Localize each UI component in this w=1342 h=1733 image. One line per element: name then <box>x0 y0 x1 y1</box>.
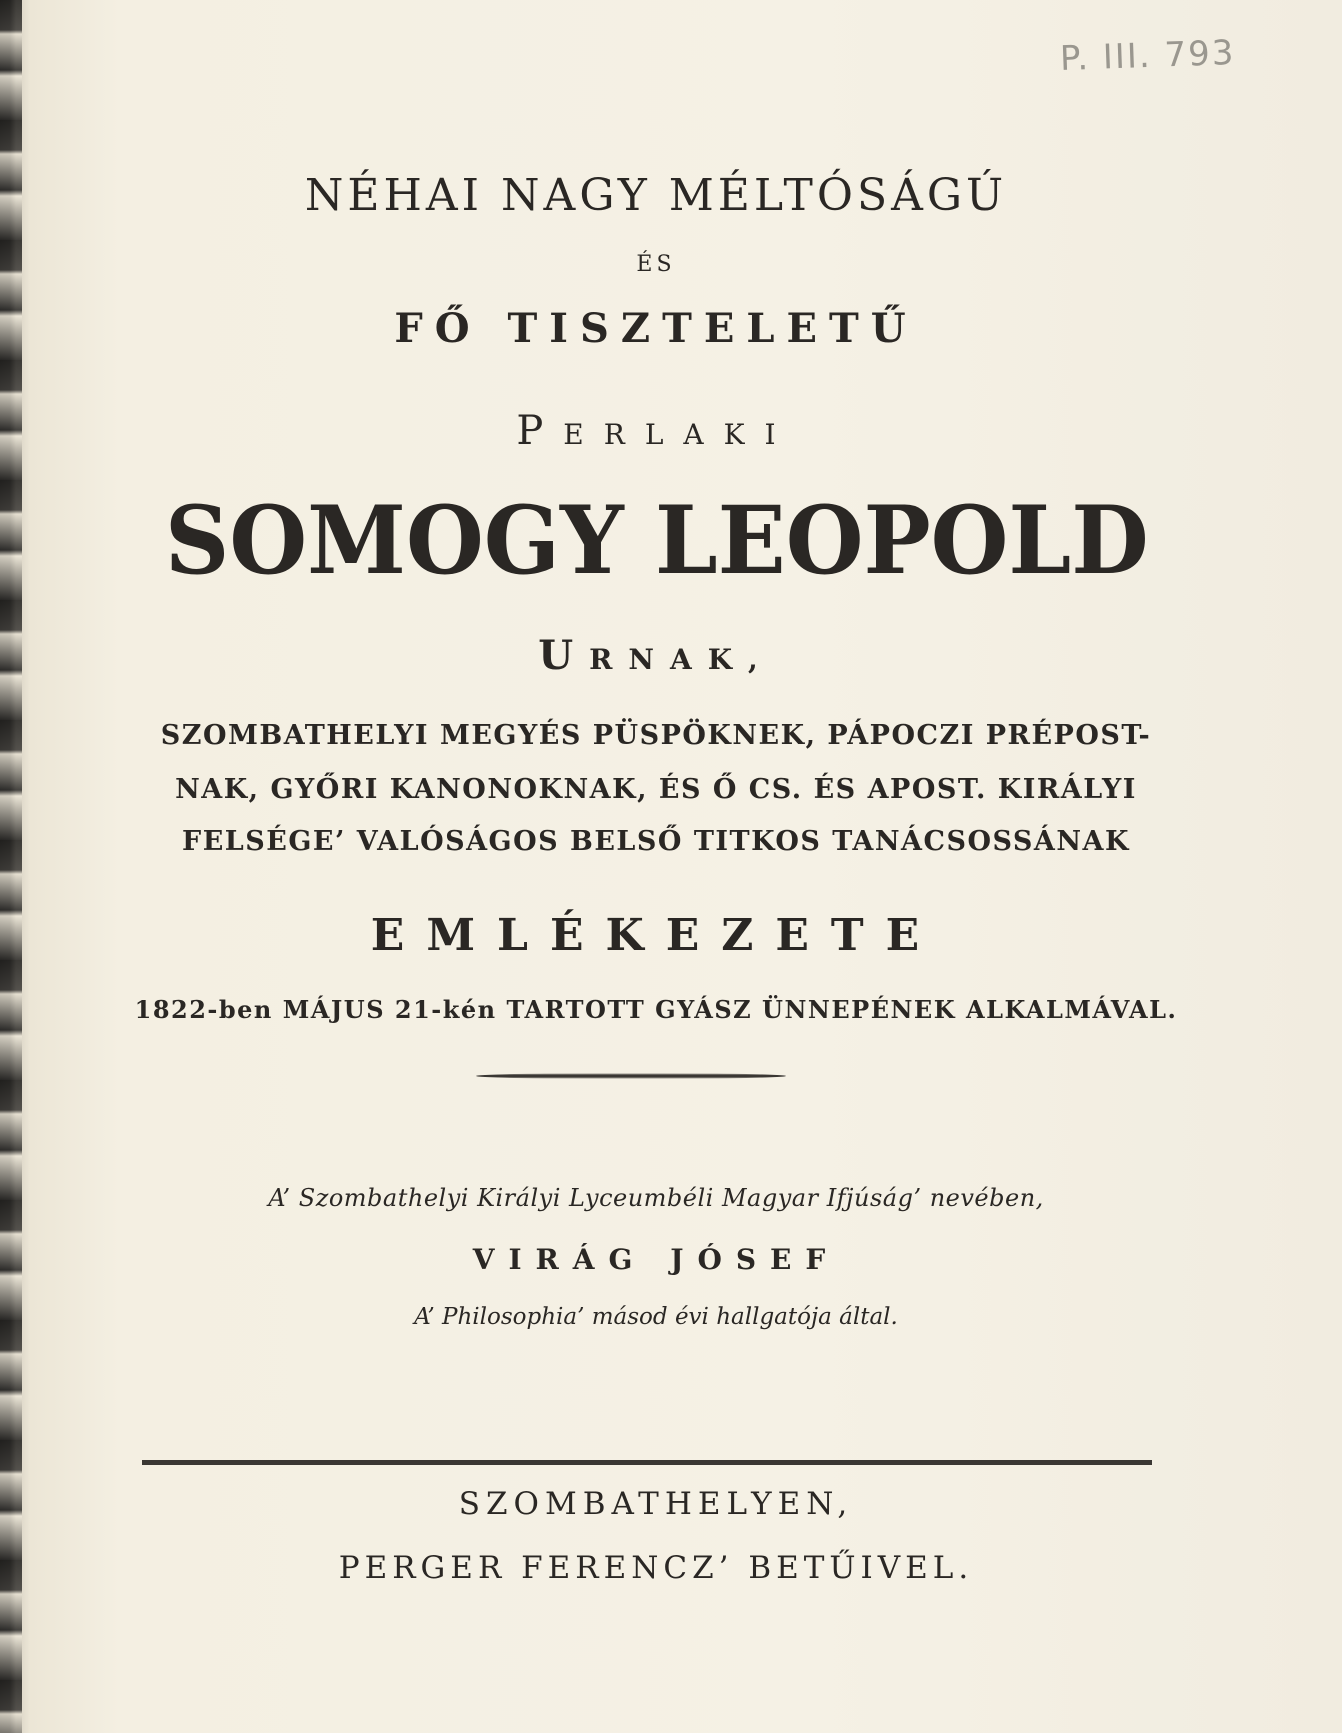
title-line-origin <box>0 408 1342 454</box>
title-line-address <box>0 632 1342 679</box>
author-name: VIRÁG JÓSEF <box>472 1243 840 1276</box>
title-name: SOMOGY LEOPOLD <box>164 486 1149 596</box>
dedication-line: A’ Szombathelyi Királyi Lyceumbéli Magyar Ifjúság’ nevében, <box>268 1184 1044 1212</box>
title-line-honorific: NÉHAI NAGY MÉLTÓSÁGÚ <box>304 170 1008 221</box>
imprint-divider <box>142 1460 1152 1465</box>
offices-line-1: SZOMBATHELYI MEGYÉS PÜSPÖKNEK, PÁPOCZI PRÉPOST- <box>160 720 1152 751</box>
origin-initial: P <box>516 408 564 454</box>
occasion-line: 1822-ben MÁJUS 21-kén TARTOTT GYÁSZ ÜNNEPÉNEK ALKALMÁVAL. <box>134 995 1178 1024</box>
offices-line-2: NAK, GYŐRI KANONOKNAK, ÉS Ő CS. ÉS APOST. KIRÁLYI <box>175 774 1137 805</box>
imprint-place: SZOMBATHELYEN, <box>458 1486 854 1522</box>
origin-rest: ERLAKI <box>563 418 796 451</box>
offices-line-3: FELSÉGE’ VALÓSÁGOS BELSŐ TITKOS TANÁCSOSSÁNAK <box>182 826 1130 857</box>
imprint-printer: PERGER FERENCZ’ BETŰIVEL. <box>338 1550 974 1586</box>
author-role: A’ Philosophia’ másod évi hallgatója által. <box>414 1304 898 1330</box>
library-shelfmark: P. III. 793 <box>1059 32 1237 80</box>
address-rest: RNAK, <box>589 643 774 676</box>
title-line-conjunction: ÉS <box>636 252 676 277</box>
memorial-heading: EMLÉKEZETE <box>370 910 942 961</box>
address-initial: U <box>538 632 590 679</box>
title-line-reverend: FŐ TISZTELETŰ <box>394 305 918 352</box>
ornamental-divider <box>476 1073 786 1079</box>
